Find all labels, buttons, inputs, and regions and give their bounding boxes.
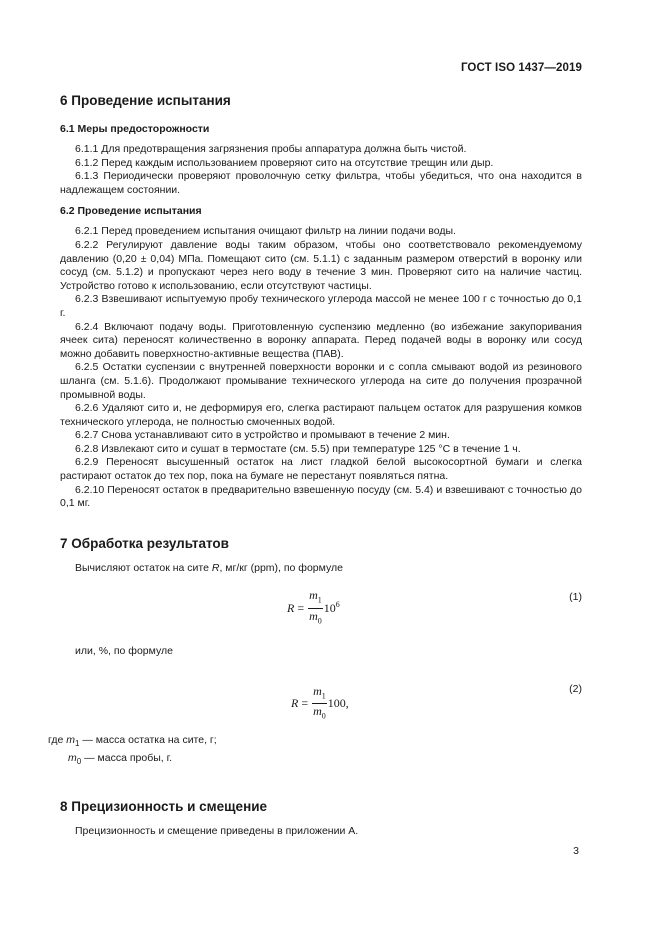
section-8-text: Прецизионность и смещение приведены в приложении А. [75, 825, 359, 838]
paragraph-6-2-6: 6.2.6 Удаляют сито и, не деформируя его, слегка растирают пальцем остаток для разрушения комков технического углерода, не полностью смоченных водой. [60, 402, 582, 428]
paragraph-6-2-5: 6.2.5 Остатки суспензии с внутренней поверхности воронки и с сопла смывают водой из резинового шланга (см. 5.1.6). Продолжают промывание технического углерода на сите до получения прозрачной промывной воды. [60, 361, 582, 401]
intro-text-a: Вычисляют остаток на сите [75, 561, 212, 574]
formula-1-multiplier [324, 600, 340, 616]
paragraph-6-2-9: 6.2.9 Переносят высушенный остаток на лист гладкой белой высокосортной бумаги и слегка растирают остаток до тех пор, пока на бумаге не перестанут появляться пятна. [60, 456, 582, 483]
formula-2-den-var: m [313, 704, 322, 719]
formula-2-den-sub: 0 [321, 711, 326, 721]
formula-1-numerator [308, 589, 323, 608]
paragraph-6-2-1: 6.2.1 Перед проведением испытания очищают фильтр на линии подачи воды. [75, 225, 456, 238]
formula-1-den-sub: 0 [317, 616, 322, 626]
legend-m0 [48, 751, 582, 769]
formula-1-den-var: m [309, 608, 318, 623]
paragraph-6-1-3: 6.1.3 Периодически проверяют проволочную сетку фильтра, чтобы убедиться, что она находится в надлежащем состоянии. [60, 170, 582, 196]
legend-m1-text: — масса остатка на сите, г; [79, 734, 217, 747]
formula-1-denominator [309, 609, 322, 627]
subsection-6-1-title: 6.1 Меры предосторожности [60, 123, 210, 135]
page-number: 3 [573, 845, 579, 857]
or-formula-text: или, %, по формуле [75, 645, 173, 658]
intro-text-b: , мг/кг (ppm), по формуле [219, 561, 343, 574]
formula-2-lhs: R [291, 696, 299, 711]
intro-variable: R [211, 561, 220, 574]
formula-2-fraction [312, 685, 327, 723]
formula-2-denominator [313, 704, 326, 722]
legend-m0-sub: 0 [76, 757, 82, 767]
document-header: ГОСТ ISO 1437—2019 [460, 62, 582, 74]
formula-2-numerator [312, 685, 327, 704]
paragraph-6-2-4: 6.2.4 Включают подачу воды. Приготовленную суспензию медленно (во избежание закупоривания ячеек сита) переносят количественно в воронку аппарата. Перед подачей воды в воронку или сосуд можно добавить поверхностно-активные вещества (ПАВ). [60, 320, 582, 360]
formula-1-num-sub: 1 [317, 595, 322, 605]
formula-2-number: (2) [569, 683, 582, 696]
legend-m1-sub: 1 [75, 739, 80, 749]
formula-2-num-var: m [313, 684, 322, 699]
variable-legend [48, 733, 582, 769]
section-7-title: 7 Обработка результатов [60, 535, 229, 551]
formula-2-eq: = [301, 696, 309, 711]
paragraph-6-1-2: 6.1.2 Перед каждым использованием проверяют сито на отсутствие трещин или дыр. [75, 156, 494, 169]
subsection-6-2-title: 6.2 Проведение испытания [60, 205, 202, 218]
formula-2-num-sub: 1 [321, 691, 326, 701]
formula-1-number: (1) [569, 591, 582, 604]
document-body [48, 93, 582, 839]
formula-1-exponent: 6 [335, 600, 340, 610]
formula-1 [60, 589, 582, 641]
formula-2 [60, 685, 582, 737]
section-6-title: 6 Проведение испытания [60, 93, 231, 108]
formula-2-multiplier: 100, [327, 696, 349, 711]
legend-m0-var: m [68, 752, 77, 765]
section-7-intro [60, 562, 582, 576]
section-8-title: 8 Прецизионность и смещение [60, 799, 268, 815]
paragraph-6-2-10: 6.2.10 Переносят остаток в предварительно взвешенную посуду (см. 5.4) и взвешивают с точностью до 0,1 мг. [60, 483, 582, 510]
formula-1-lhs: R [287, 600, 295, 615]
formula-1-base: 10 [323, 601, 336, 616]
paragraph-6-2-2: 6.2.2 Регулируют давление воды таким образом, чтобы оно соответствовало рекомендуемому давлению (0,20 ± 0,04) МПа. Помещают сито (см. 5.1.1) с заданным размером отверстий в воронку или сосуд (см. 5.1.2) и пропускают через него воду в течение 3 мин. Проверяют сито на наличие частиц. Устройство готово к использованию, если отсутствуют частицы. [60, 238, 582, 292]
paragraph-6-2-3: 6.2.3 Взвешивают испытуемую пробу технического углерода массой не менее 100 г с точностью до 0,1 г. [60, 293, 582, 319]
legend-where: где [48, 734, 67, 747]
legend-m0-text: — масса пробы, г. [81, 752, 173, 765]
formula-1-num-var: m [309, 588, 318, 603]
formula-1-fraction [308, 589, 323, 627]
paragraph-6-1-1: 6.1.1 Для предотвращения загрязнения пробы аппаратура должна быть чистой. [75, 143, 467, 155]
paragraph-6-2-8: 6.2.8 Извлекают сито и сушат в термостате (см. 5.5) при температуре 125 °С в течение 1 ч. [75, 442, 521, 455]
formula-1-eq: = [297, 600, 305, 615]
legend-m1-var: m [66, 734, 75, 747]
paragraph-6-2-7: 6.2.7 Снова устанавливают сито в устройство и промывают в течение 2 мин. [75, 429, 450, 442]
